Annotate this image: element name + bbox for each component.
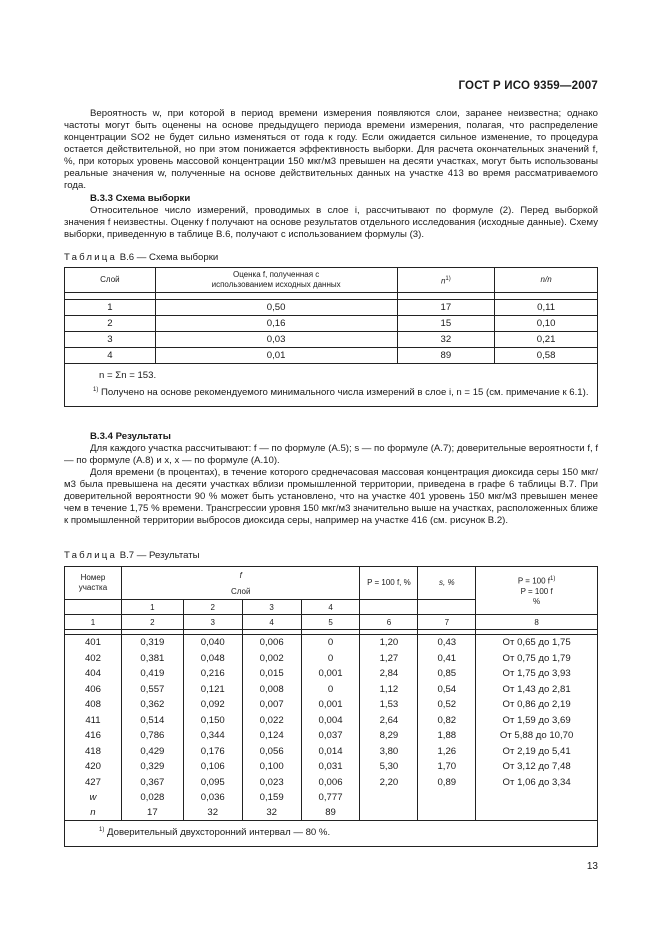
table-b7-cell-l1: 0,381 xyxy=(121,651,183,667)
table-b6-caption-rest: В.6 — Схема выборки xyxy=(119,252,219,263)
table-b6-cell-ni: 15 xyxy=(397,316,495,332)
table-row xyxy=(65,775,598,791)
table-b7-cell-l1: 0,319 xyxy=(121,635,183,651)
table-b7-cell-l2: 0,344 xyxy=(183,728,242,744)
table-b7-cell-l4: 0,037 xyxy=(301,728,360,744)
table-b7-w-l2: 0,036 xyxy=(183,790,242,805)
table-b7-cell-site: 420 xyxy=(65,759,122,775)
table-b7-w-blank-p xyxy=(360,790,418,821)
table-b6-cell-estimate: 0,03 xyxy=(155,332,397,348)
table-row xyxy=(65,744,598,760)
table-b7-cell-p: 8,29 xyxy=(360,728,418,744)
table-b7-layer-4: 4 xyxy=(301,600,360,615)
table-b7-footnote-cell xyxy=(65,821,598,847)
table-b7-w-row xyxy=(65,790,598,805)
table-b7-cell-l3: 0,006 xyxy=(242,635,301,651)
table-b6-cell-ratio: 0,58 xyxy=(495,348,598,364)
table-b7-cell-ci: От 0,86 до 2,19 xyxy=(476,697,598,713)
table-b7-header-layer: Слой xyxy=(121,585,360,600)
table-b6-cell-estimate: 0,16 xyxy=(155,316,397,332)
table-b7-cell-ci: От 1,43 до 2,81 xyxy=(476,682,598,698)
table-b6-cell-ratio: 0,21 xyxy=(495,332,598,348)
table-b6-footnote-block xyxy=(93,384,591,399)
table-b7-cell-l2: 0,121 xyxy=(183,682,242,698)
table-b7-cell-s: 0,43 xyxy=(418,635,476,651)
table-b7-cell-l3: 0,100 xyxy=(242,759,301,775)
table-b7-cell-p: 1,27 xyxy=(360,651,418,667)
table-b7-cell-l3: 0,056 xyxy=(242,744,301,760)
table-b7-caption-prefix: Таблица xyxy=(64,550,118,561)
table-b7-layer-1: 1 xyxy=(121,600,183,615)
table-b7-cell-l1: 0,514 xyxy=(121,713,183,729)
table-b7-cell-p: 2,20 xyxy=(360,775,418,791)
table-row xyxy=(65,682,598,698)
table-b7-header-site: Номер участка xyxy=(65,567,122,600)
table-b7-footnote-row xyxy=(65,821,598,847)
table-b7-cell-l3: 0,022 xyxy=(242,713,301,729)
table-b7-cell-l2: 0,216 xyxy=(183,666,242,682)
table-b7-cell-p: 1,12 xyxy=(360,682,418,698)
table-b7-cell-l4: 0 xyxy=(301,651,360,667)
table-b6 xyxy=(64,267,598,407)
table-b6-notes-row xyxy=(65,364,598,407)
table-b7-header-p: P = 100 f, % xyxy=(360,567,418,600)
table-b7-header-ci-line1-text: P = 100 f xyxy=(517,576,550,586)
table-b7-cell-site: 401 xyxy=(65,635,122,651)
table-b7-cell-l4: 0,001 xyxy=(301,666,360,682)
table-b7-cell-site: 411 xyxy=(65,713,122,729)
table-b7-n-label-text: n xyxy=(90,807,96,818)
table-b7-cell-ci: От 5,88 до 10,70 xyxy=(476,728,598,744)
table-b7-cell-ci: От 1,75 до 3,93 xyxy=(476,666,598,682)
section-b34-heading: В.3.4 Результаты xyxy=(90,431,171,442)
table-b7-cell-l2: 0,176 xyxy=(183,744,242,760)
table-b7-cell-l2: 0,150 xyxy=(183,713,242,729)
table-b7-cell-site: 402 xyxy=(65,651,122,667)
table-b6-header-layer: Слой xyxy=(65,268,156,293)
table-b6-cell-layer: 3 xyxy=(65,332,156,348)
table-b7-n-l4: 89 xyxy=(301,805,360,821)
table-b7-cell-l4: 0,014 xyxy=(301,744,360,760)
table-b7-layer-3: 3 xyxy=(242,600,301,615)
table-b7-cell-l2: 0,095 xyxy=(183,775,242,791)
table-b7-body xyxy=(65,635,598,791)
table-b7-cell-ci: От 0,75 до 1,79 xyxy=(476,651,598,667)
table-b7-cell-site: 406 xyxy=(65,682,122,698)
table-b6-header-ni-symbol: n xyxy=(440,276,446,286)
table-b7-cell-s: 0,52 xyxy=(418,697,476,713)
table-b7-column-number: 4 xyxy=(242,615,301,630)
table-b7-cell-p: 3,80 xyxy=(360,744,418,760)
table-b6-footnote: Получено на основе рекомендуемого минимального числа измерений в слое i, n = 15 (см. примечание к 6.1). xyxy=(101,387,589,399)
table-b7-cell-l3: 0,023 xyxy=(242,775,301,791)
table-b7-cell-l3: 0,007 xyxy=(242,697,301,713)
table-row xyxy=(65,697,598,713)
table-b7-cell-l4: 0,001 xyxy=(301,697,360,713)
table-b7-cell-l1: 0,367 xyxy=(121,775,183,791)
table-b7-cell-l1: 0,557 xyxy=(121,682,183,698)
table-b7-cell-s: 0,41 xyxy=(418,651,476,667)
table-b7-cell-p: 2,84 xyxy=(360,666,418,682)
table-b6-header-estimate: Оценка f, полученная с использованием исходных данных xyxy=(155,268,397,293)
table-b6-cell-ratio: 0,11 xyxy=(495,300,598,316)
table-b7-cell-site: 404 xyxy=(65,666,122,682)
table-b6-cell-estimate: 0,50 xyxy=(155,300,397,316)
table-b7-footnote-mark: 1) xyxy=(99,827,105,833)
table-row xyxy=(65,728,598,744)
table-b7-layer-numbers-blank-p xyxy=(360,600,418,615)
table-b7-footnote: Доверительный двухсторонний интервал — 80 %. xyxy=(107,827,331,839)
table-b7-w-l4: 0,777 xyxy=(301,790,360,805)
table-b7-cell-s: 0,54 xyxy=(418,682,476,698)
intro-paragraph: Вероятность w, при которой в период времени измерения появляются слои, заранее неизвестна; однако частоты могут быть оценены на основе предыдущего периода времени измерения, полагая, что распределение концентрации SO2 не будет сильно изменяться от года к году. Если ожидается сильное изменение, то процедура остается действительной, но при этом понижается эффективность выборки. Для расчета окончательных значений f, %, при которых уровень массовой концентрации 150 мкг/м3 превышен на десяти участках, могут быть использованы реальные значения w, полученные на основе действительных данных на участке 413 во время рассматриваемого года. xyxy=(64,108,598,191)
table-b7-column-number: 7 xyxy=(418,615,476,630)
table-b6-cell-ni: 32 xyxy=(397,332,495,348)
table-b7-cell-l1: 0,429 xyxy=(121,744,183,760)
table-row xyxy=(65,651,598,667)
table-b7-column-numbers-row xyxy=(65,615,598,630)
table-b7-cell-l2: 0,040 xyxy=(183,635,242,651)
table-b7-header-ci-line2: P = 100 f xyxy=(520,586,553,596)
table-row xyxy=(65,332,598,348)
table-row xyxy=(65,300,598,316)
section-b33-text: Относительное число измерений, проводимых в слое i, рассчитывают по формуле (2). Перед выборкой значения f неизвестны. Оценку f получают на основе результатов отдельного исследования (исходные данные). Схему выборки, приведенную в таблице В.6, получают с использованием формулы (3). xyxy=(64,205,598,240)
table-row xyxy=(65,635,598,651)
table-b6-caption-prefix: Таблица xyxy=(64,252,118,263)
table-b7-cell-s: 0,85 xyxy=(418,666,476,682)
table-b7-n-label xyxy=(65,805,122,821)
table-b6-cell-estimate: 0,01 xyxy=(155,348,397,364)
table-b7-cell-l2: 0,106 xyxy=(183,759,242,775)
table-b6-notes-cell xyxy=(65,364,598,407)
table-b6-sum-note: n = Σn = 153. xyxy=(99,370,157,381)
table-b7-cell-s: 0,82 xyxy=(418,713,476,729)
table-b7-column-number: 3 xyxy=(183,615,242,630)
table-b7-cell-p: 1,53 xyxy=(360,697,418,713)
table-b6-header-ratio xyxy=(495,268,598,293)
table-b7-cell-l3: 0,008 xyxy=(242,682,301,698)
table-b7-cell-ci: От 2,19 до 5,41 xyxy=(476,744,598,760)
section-b33 xyxy=(64,193,598,241)
table-b7-cell-l1: 0,362 xyxy=(121,697,183,713)
intro-paragraph-block xyxy=(64,108,598,192)
table-b7-cell-l4: 0 xyxy=(301,682,360,698)
table-b6-cell-ratio: 0,10 xyxy=(495,316,598,332)
table-b6-cell-layer: 2 xyxy=(65,316,156,332)
table-b7-cell-ci: От 0,65 до 1,75 xyxy=(476,635,598,651)
table-b7-w-label xyxy=(65,790,122,805)
table-row xyxy=(65,348,598,364)
table-b7-cell-l2: 0,092 xyxy=(183,697,242,713)
table-b6-cell-layer: 4 xyxy=(65,348,156,364)
table-row xyxy=(65,759,598,775)
table-b7-column-number: 2 xyxy=(121,615,183,630)
table-b6-cell-layer: 1 xyxy=(65,300,156,316)
table-b7-cell-l4: 0,031 xyxy=(301,759,360,775)
section-b34 xyxy=(64,431,598,527)
table-b7-cell-ci: От 3,12 до 7,48 xyxy=(476,759,598,775)
table-b7-column-number: 8 xyxy=(476,615,598,630)
table-b6-header-ratio-symbol: n/n xyxy=(540,275,552,284)
table-b6-gap-row xyxy=(65,293,598,300)
table-b7-cell-l1: 0,786 xyxy=(121,728,183,744)
table-b7-cell-s: 1,70 xyxy=(418,759,476,775)
section-b33-heading: В.3.3 Схема выборки xyxy=(90,193,191,204)
table-b7-layer-2: 2 xyxy=(183,600,242,615)
table-b7 xyxy=(64,566,598,847)
table-b7-column-number: 6 xyxy=(360,615,418,630)
table-b7-cell-l2: 0,048 xyxy=(183,651,242,667)
table-b7-n-l1: 17 xyxy=(121,805,183,821)
table-row xyxy=(65,316,598,332)
table-b7-header-ci xyxy=(476,567,598,615)
table-b7-layer-numbers-blank xyxy=(65,600,122,615)
table-b7-n-l2: 32 xyxy=(183,805,242,821)
table-b7-cell-l1: 0,419 xyxy=(121,666,183,682)
table-b7-cell-p: 1,20 xyxy=(360,635,418,651)
table-b7-w-label-text: w xyxy=(89,792,97,803)
table-b7-cell-l1: 0,329 xyxy=(121,759,183,775)
table-b7-cell-site: 427 xyxy=(65,775,122,791)
table-b7-w-l1: 0,028 xyxy=(121,790,183,805)
table-b7-header-fi-symbol: f xyxy=(239,571,242,580)
table-b7-cell-p: 5,30 xyxy=(360,759,418,775)
table-b7-header-s xyxy=(418,567,476,600)
table-b7-header-ci-line1 xyxy=(476,574,597,587)
table-b7-cell-s: 1,88 xyxy=(418,728,476,744)
table-b7-header-ci-unit: % xyxy=(533,596,541,606)
table-b6-header-ni xyxy=(397,268,495,293)
table-b7-cell-l4: 0,006 xyxy=(301,775,360,791)
section-b34-text2: Доля времени (в процентах), в течение которого среднечасовая массовая концентрация диоксида серы 150 мкг/м3 была превышена на десяти участках вблизи промышленной территории, приведена в графе 6 таблицы В.7. При доверительной вероятности 90 % может быть установлено, что на участке 401 уровень 150 мкг/м3 превышен менее чем в течение 1,75 % времени. Трансгрессии уровня 150 мкг/м3 значительно выше на участках, расположенных ближе к промышленной территории выбросов диоксида серы, например на участке 416 (см. рисунок В.2). xyxy=(64,467,598,526)
table-b7-cell-ci: От 1,59 до 3,69 xyxy=(476,713,598,729)
table-row xyxy=(65,713,598,729)
section-b34-text1: Для каждого участка рассчитывают: f — по формуле (А.5); s — по формуле (А.7); доверительные вероятности f, f — по формуле (А.8) и x, x — по формуле (А.10). xyxy=(64,443,598,466)
table-b7-cell-s: 1,26 xyxy=(418,744,476,760)
table-b6-header-row xyxy=(65,268,598,293)
document-header: ГОСТ Р ИСО 9359—2007 xyxy=(458,80,598,92)
table-b7-cell-site: 408 xyxy=(65,697,122,713)
table-b7-cell-site: 416 xyxy=(65,728,122,744)
table-b7-layer-numbers-blank-s xyxy=(418,600,476,615)
table-b7-header-s-text: s, % xyxy=(439,578,455,587)
table-b6-footnote-mark: 1) xyxy=(93,387,99,393)
table-b7-w-blank-s xyxy=(418,790,476,821)
table-b7-cell-l4: 0,004 xyxy=(301,713,360,729)
table-b7-cell-l3: 0,124 xyxy=(242,728,301,744)
table-b7-header-ci-sup: 1) xyxy=(550,576,556,583)
table-b7-cell-ci: От 1,06 до 3,34 xyxy=(476,775,598,791)
table-b7-n-l3: 32 xyxy=(242,805,301,821)
table-b7-column-number: 1 xyxy=(65,615,122,630)
table-b7-header-fi xyxy=(121,567,360,586)
table-b7-cell-l3: 0,002 xyxy=(242,651,301,667)
table-b6-body xyxy=(65,300,598,364)
table-b6-header-ni-sup: 1) xyxy=(445,275,451,282)
table-b7-column-number: 5 xyxy=(301,615,360,630)
table-b7-cell-s: 0,89 xyxy=(418,775,476,791)
table-b6-cell-ni: 17 xyxy=(397,300,495,316)
table-b7-cell-l4: 0 xyxy=(301,635,360,651)
page-number: 13 xyxy=(586,861,598,872)
table-b7-header-row-1 xyxy=(65,567,598,586)
table-b7-cell-site: 418 xyxy=(65,744,122,760)
table-b7-caption xyxy=(64,550,598,562)
table-b7-w-blank-ci xyxy=(476,790,598,821)
table-b7-caption-rest: В.7 — Результаты xyxy=(119,550,200,561)
table-row xyxy=(65,666,598,682)
table-b6-caption xyxy=(64,252,598,264)
table-b6-cell-ni: 89 xyxy=(397,348,495,364)
table-b7-cell-l3: 0,015 xyxy=(242,666,301,682)
table-b7-cell-p: 2,64 xyxy=(360,713,418,729)
table-b7-w-l3: 0,159 xyxy=(242,790,301,805)
